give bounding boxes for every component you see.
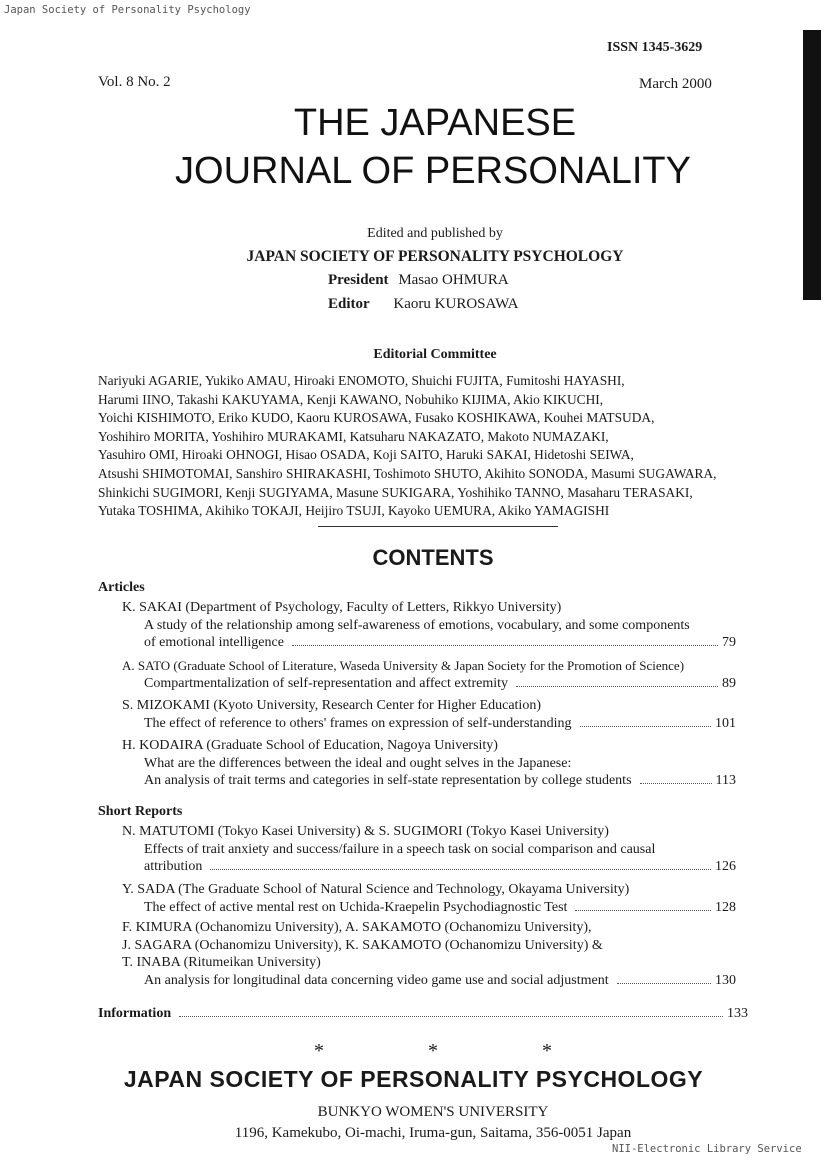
leader-dots [210, 869, 711, 870]
page-number: 126 [715, 859, 736, 874]
committee-line: Yasuhiro OMI, Hiroaki OHNOGI, Hisao OSADA, Koji SAITO, Haruki SAKAI, Hidetoshi SEIWA, [98, 447, 634, 463]
leader-dots [179, 1016, 723, 1017]
president-label: President [328, 272, 389, 288]
issn-label: ISSN 1345-3629 [607, 40, 703, 55]
report-entry [98, 823, 736, 876]
report-title-text: The effect of active mental rest on Uchida-Kraepelin Psychodiagnostic Test [144, 899, 568, 915]
leader-dots [640, 783, 712, 784]
page-number: 79 [722, 635, 736, 650]
committee-line: Yoichi KISHIMOTO, Eriko KUDO, Kaoru KUROSAWA, Fusako KOSHIKAWA, Kouhei MATSUDA, [98, 410, 655, 426]
committee-line: Yutaka TOSHIMA, Akihiko TOKAJI, Heijiro TSUJI, Kayoko UEMURA, Akiko YAMAGISHI [98, 503, 610, 519]
article-author: S. MIZOKAMI (Kyoto University, Research Center for Higher Education) [122, 698, 541, 713]
article-title-line: A study of the relationship among self-awareness of emotions, vocabulary, and some components [144, 617, 690, 633]
page-number: 89 [722, 675, 736, 691]
footer-society-name: JAPAN SOCIETY OF PERSONALITY PSYCHOLOGY [123, 1066, 704, 1092]
information-entry [98, 1006, 748, 1022]
report-entry [98, 881, 736, 916]
article-title-last [98, 715, 736, 733]
article-entry [98, 697, 736, 732]
article-title-text: Compartmentalization of self-representation and affect extremity [144, 675, 508, 691]
article-title-text: The effect of reference to others' frames on expression of self-understanding [144, 715, 572, 731]
article-author: K. SAKAI (Department of Psychology, Faculty of Letters, Rikkyo University) [122, 600, 562, 615]
volume-number: Vol. 8 No. 2 [98, 74, 171, 90]
page-number: 133 [727, 1006, 748, 1021]
article-entry [98, 657, 736, 692]
president-name: Masao OHMURA [398, 272, 509, 288]
report-title-last [98, 858, 736, 876]
report-title-line: Effects of trait anxiety and success/failure in a speech task on social comparison and causal [144, 841, 656, 857]
article-title-text: of emotional intelligence [144, 635, 284, 650]
report-entry [98, 919, 736, 989]
separator-star: * [542, 1040, 552, 1062]
article-title-line: What are the differences between the ideal and ought selves in the Japanese: [144, 755, 572, 771]
leader-dots [617, 983, 711, 984]
page-number: 113 [715, 773, 736, 788]
committee-line: Harumi IINO, Takashi KAKUYAMA, Kenji KAWANO, Nobuhiko KIJIMA, Akio KIKUCHI, [98, 391, 604, 407]
article-author: A. SATO (Graduate School of Literature, Waseda University & Japan Society for the Promotion of Science) [122, 658, 685, 673]
articles-label: Articles [98, 580, 145, 595]
information-label: Information [98, 1006, 172, 1021]
footer-university: BUNKYO WOMEN'S UNIVERSITY [317, 1104, 549, 1120]
committee-line: Atsushi SHIMOTOMAI, Sanshiro SHIRAKASHI, Toshimoto SHUTO, Akihito SONODA, Masumi SUGAWARA, [98, 465, 717, 481]
contents-heading: CONTENTS [372, 545, 494, 570]
editor-name: Kaoru KUROSAWA [393, 296, 519, 312]
short-reports-label: Short Reports [98, 804, 183, 819]
society-watermark-tag: Japan Society of Personality Psychology [4, 4, 251, 16]
article-title-text: An analysis of trait terms and categories in self-state representation by college students [144, 773, 632, 788]
service-watermark-tag: NII-Electronic Library Service [612, 1143, 802, 1155]
committee-heading: Editorial Committee [373, 347, 497, 362]
report-author: Y. SADA (The Graduate School of Natural Science and Technology, Okayama University) [122, 882, 630, 897]
editor-label: Editor [328, 296, 370, 312]
page-number: 101 [715, 715, 736, 731]
leader-dots [292, 645, 718, 646]
report-author: T. INABA (Ritumeikan University) [122, 955, 321, 970]
edited-by-text: Edited and published by [367, 226, 503, 241]
journal-title-line2: JOURNAL OF PERSONALITY [175, 150, 691, 192]
issue-date: March 2000 [639, 76, 712, 92]
committee-line: Yoshihiro MORITA, Yoshihiro MURAKAMI, Katsuharu NAKAZATO, Makoto NUMAZAKI, [98, 428, 609, 444]
report-author: F. KIMURA (Ochanomizu University), A. SAKAMOTO (Ochanomizu University), [122, 920, 592, 935]
leader-dots [575, 910, 711, 911]
page-number: 130 [715, 972, 736, 988]
article-title-last [98, 772, 736, 790]
separator-star: * [428, 1040, 438, 1062]
committee-list [98, 372, 716, 521]
president-line [328, 272, 509, 289]
article-title-last [98, 634, 736, 652]
leader-dots [516, 686, 718, 687]
article-entry [98, 737, 736, 790]
report-title-text: attribution [144, 859, 203, 874]
footer-address: 1196, Kamekubo, Oi-machi, Iruma-gun, Saitama, 356-0051 Japan [234, 1125, 632, 1141]
page-number: 128 [715, 899, 736, 915]
leader-dots [580, 726, 711, 727]
committee-line: Nariyuki AGARIE, Yukiko AMAU, Hiroaki ENOMOTO, Shuichi FUJITA, Fumitoshi HAYASHI, [98, 373, 625, 388]
editor-line [328, 296, 518, 313]
report-author: J. SAGARA (Ochanomizu University), K. SAKAMOTO (Ochanomizu University) & [122, 937, 603, 953]
committee-line: Shinkichi SUGIMORI, Kenji SUGIYAMA, Masune SUKIGARA, Yoshihiko TANNO, Masaharu TERASAKI, [98, 484, 693, 500]
publisher-name: JAPAN SOCIETY OF PERSONALITY PSYCHOLOGY [246, 248, 624, 265]
article-title-last [98, 675, 736, 693]
article-entry [98, 599, 736, 652]
section-divider [318, 526, 558, 527]
report-title-last [98, 972, 736, 990]
article-author: H. KODAIRA (Graduate School of Education, Nagoya University) [122, 738, 498, 753]
journal-title-line1: THE JAPANESE [293, 102, 577, 144]
report-author: N. MATUTOMI (Tokyo Kasei University) & S. SUGIMORI (Tokyo Kasei University) [122, 824, 609, 839]
report-title-last [98, 899, 736, 917]
report-title-text: An analysis for longitudinal data concerning video game use and social adjustment [144, 972, 609, 988]
separator-star: * [314, 1040, 324, 1062]
